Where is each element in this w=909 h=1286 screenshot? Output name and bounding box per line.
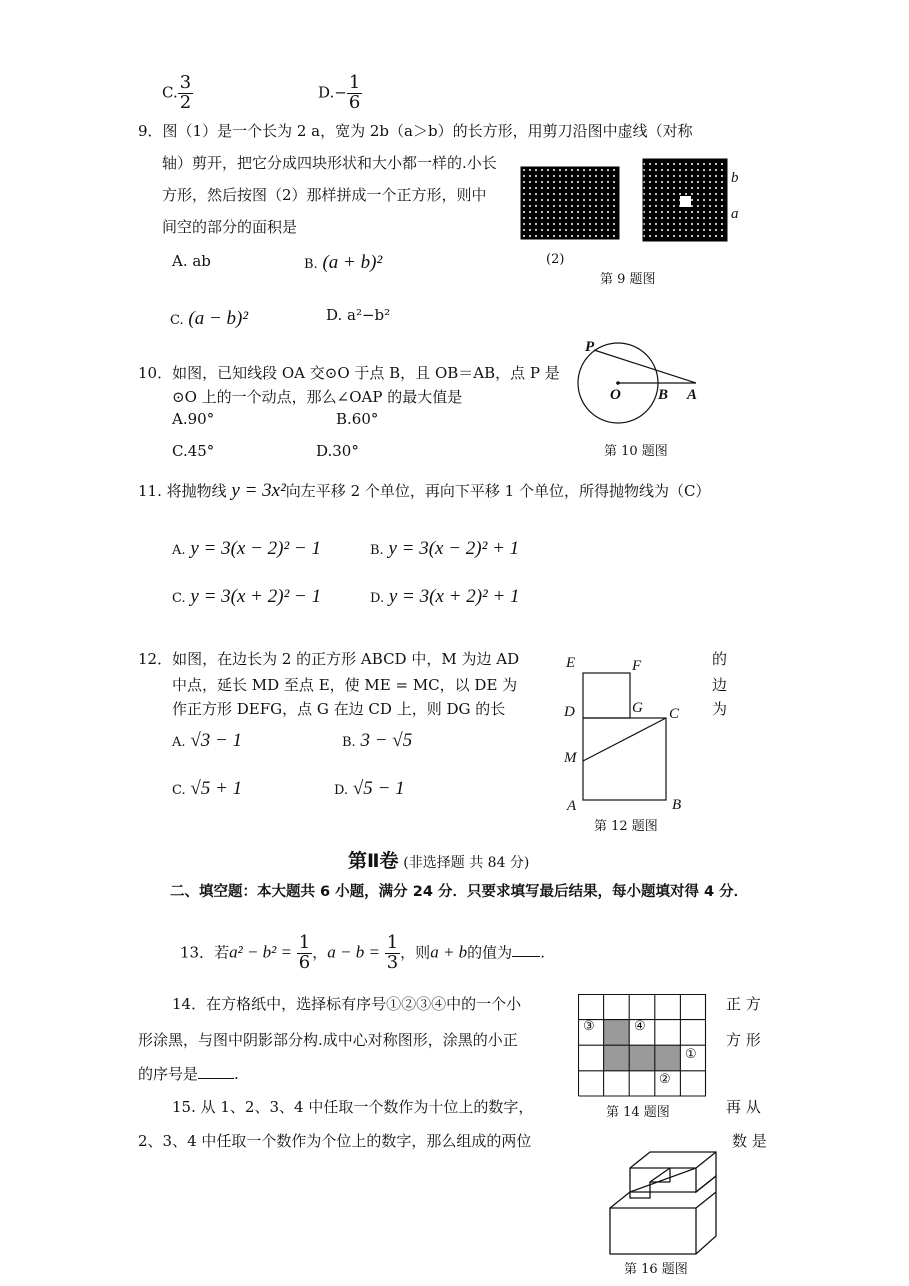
q12-fig-label-g: G	[632, 700, 643, 716]
option-label: C.	[172, 591, 186, 606]
option-label: B.	[370, 543, 384, 558]
q16-figure	[604, 1146, 724, 1258]
option-expression: y = 3(x − 2)² + 1	[388, 538, 520, 559]
part2-title: 第Ⅱ卷	[348, 850, 399, 872]
q10-line-1: 10．如图，已知线段 OA 交⊙O 于点 B，且 OB＝AB，点 P 是	[138, 364, 560, 382]
numerator: 1	[386, 932, 399, 953]
q11-suffix: 向左平移 2 个单位，再向下平移 1 个单位，所得抛物线为（C）	[285, 482, 711, 500]
fraction	[178, 74, 193, 113]
q14-right-1: 正 方	[726, 995, 761, 1013]
option-expression: √5 − 1	[352, 778, 405, 799]
q12-fig-label-c: C	[669, 706, 680, 722]
q15-right-1: 再 从	[726, 1098, 761, 1116]
q15-right-2: 数 是	[732, 1132, 767, 1150]
q12-right-1: 的	[712, 650, 728, 668]
q10-fig-label-b: B	[658, 387, 669, 403]
q11-option-a	[172, 538, 321, 560]
option-label: A.	[172, 543, 186, 558]
q9-line-4: 间空的部分的面积是	[162, 218, 298, 236]
option-expression: √5 + 1	[190, 778, 243, 799]
q10-option-c: C.45°	[172, 442, 215, 460]
q11-expression: y = 3x²	[231, 480, 286, 501]
option-label: C.	[170, 313, 184, 328]
center-point	[616, 381, 620, 385]
q12-line-3: 作正方形 DEFG，点 G 在边 CD 上，则 DG 的长	[172, 700, 506, 718]
q9-option-c	[170, 308, 248, 330]
option-label: B.	[304, 257, 318, 272]
fraction	[347, 74, 362, 113]
q9-option-d: D. a²−b²	[326, 306, 391, 324]
q12-fig-label-d: D	[564, 704, 575, 720]
q11-option-c	[172, 586, 321, 608]
option-label: A.	[172, 735, 186, 750]
denominator: 3	[386, 951, 399, 973]
q9-option-b	[304, 252, 382, 274]
q13-stem	[180, 934, 545, 973]
q9-caption: 第 9 题图	[600, 272, 656, 287]
option-expression: y = 3(x + 2)² − 1	[190, 586, 322, 607]
square-defg	[583, 673, 630, 718]
option-expression: (a − b)²	[188, 308, 249, 329]
option-label: D.−	[318, 83, 347, 102]
q8-option-c	[162, 74, 193, 113]
center-hole	[680, 196, 691, 207]
q14-end: .	[234, 1065, 239, 1083]
q15-line-1: 15. 从 1、2、3、4 中任取一个数作为十位上的数字，	[172, 1098, 534, 1116]
q12-fig-label-b: B	[672, 797, 682, 813]
q9-line-3: 方形，然后按图（2）那样拼成一个正方形，则中	[162, 186, 487, 204]
q9-fig-label-2: (2)	[546, 252, 565, 267]
q14-right-2: 方 形	[726, 1031, 761, 1049]
numerator: 3	[179, 72, 192, 93]
option-label: B.	[342, 735, 356, 750]
part2-subtitle: (非选择题 共 84 分)	[403, 855, 530, 871]
q12-fig-label-f: F	[632, 658, 642, 674]
q13-expression-1: a² − b² =	[229, 942, 292, 962]
q12-line-1: 12．如图，在边长为 2 的正方形 ABCD 中，M 为边 AD	[138, 650, 520, 668]
q10-option-d: D.30°	[316, 442, 359, 460]
q13-expression-2: a − b =	[327, 942, 380, 962]
option-expression: (a + b)²	[322, 252, 383, 273]
segment-pa	[594, 350, 696, 383]
q12-right-3: 为	[712, 700, 728, 718]
part2-heading	[348, 846, 529, 873]
q10-option-a: A.90°	[172, 410, 215, 428]
q11-option-d	[370, 586, 520, 608]
q16-caption: 第 16 题图	[624, 1262, 688, 1277]
q9-fig-label-a: a	[731, 206, 739, 222]
solid-outline	[610, 1152, 716, 1254]
q13-suffix: 的值为	[467, 943, 513, 962]
q14-line-1: 14．在方格纸中，选择标有序号①②③④中的一个小	[172, 995, 522, 1013]
q14-mark-3[interactable]: ③	[583, 1019, 595, 1034]
q14-caption: 第 14 题图	[606, 1105, 670, 1120]
q10-fig-label-o: O	[610, 387, 621, 403]
q13-prefix: 13．若	[180, 943, 230, 962]
q10-line-2: ⊙O 上的一个动点，那么∠OAP 的最大值是	[172, 388, 463, 406]
q14-mark-4[interactable]: ④	[634, 1019, 646, 1034]
numerator: 1	[298, 932, 311, 953]
q14-line-3-text: 的序号是	[138, 1065, 199, 1083]
q11-stem	[138, 480, 710, 502]
grid-lines	[579, 994, 707, 1096]
q13-expression-3: a + b	[430, 942, 468, 962]
q12-caption: 第 12 题图	[594, 819, 658, 834]
q13-end: .	[540, 943, 545, 962]
q14-line-2: 形涂黑，与图中阴影部分构.成中心对称图形，涂黑的小正	[138, 1031, 518, 1049]
q12-figure	[575, 665, 675, 805]
option-label: D.	[334, 783, 349, 798]
q12-right-2: 边	[712, 676, 728, 694]
option-label: D.	[370, 591, 385, 606]
q10-caption: 第 10 题图	[604, 444, 668, 459]
q12-option-a	[172, 730, 242, 752]
q10-option-b: B.60°	[336, 410, 379, 428]
q14-mark-2[interactable]: ②	[659, 1072, 671, 1087]
answer-blank[interactable]	[512, 942, 540, 957]
q14-line-3	[138, 1063, 239, 1084]
q15-line-2: 2、3、4 中任取一个数作为个位上的数字，那么组成的两位	[138, 1132, 532, 1150]
q9-option-a: A. ab	[172, 252, 211, 270]
q12-option-d	[334, 778, 405, 800]
q10-fig-label-a: A	[687, 387, 698, 403]
q14-grid	[578, 994, 708, 1098]
fraction	[297, 934, 312, 973]
q8-option-d	[318, 74, 362, 113]
q9-fig-label-b: b	[731, 170, 739, 186]
q9-line-1: 9．图（1）是一个长为 2 a，宽为 2b（a＞b）的长方形，用剪刀沿图中虚线（对称	[138, 122, 693, 140]
answer-blank[interactable]	[198, 1064, 234, 1079]
q11-prefix: 11. 将抛物线	[138, 482, 227, 500]
fraction	[385, 934, 400, 973]
option-expression: √3 − 1	[190, 730, 243, 751]
separator: ，	[312, 943, 328, 962]
denominator: 6	[298, 951, 311, 973]
q12-fig-label-e: E	[566, 655, 576, 671]
q12-fig-label-a: A	[567, 798, 577, 814]
q10-fig-label-p: P	[585, 339, 595, 355]
q9-line-2: 轴）剪开，把它分成四块形状和大小都一样的.小长	[162, 154, 497, 172]
q13-mid: ，则	[400, 943, 431, 962]
q12-option-b	[342, 730, 412, 752]
numerator: 1	[348, 72, 361, 93]
q14-mark-1[interactable]: ①	[685, 1047, 697, 1062]
option-label: C.	[162, 83, 178, 102]
square-abcd	[583, 718, 666, 800]
denominator: 6	[348, 91, 361, 113]
section-heading: 二、填空题：本大题共 6 小题，满分 24 分．只要求填写最后结果，每小题填对得 4 分．	[170, 884, 749, 900]
option-expression: y = 3(x − 2)² − 1	[190, 538, 321, 559]
option-expression: 3 − √5	[360, 730, 413, 751]
q12-fig-label-m: M	[564, 750, 577, 766]
segment-mc	[583, 718, 666, 761]
q12-line-2: 中点，延长 MD 至点 E，使 ME = MC，以 DE 为	[172, 676, 518, 694]
option-expression: y = 3(x + 2)² + 1	[388, 586, 520, 607]
q12-option-c	[172, 778, 242, 800]
denominator: 2	[179, 91, 192, 113]
q11-option-b	[370, 538, 519, 560]
option-label: C.	[172, 783, 186, 798]
figure-1-rectangle	[521, 167, 619, 239]
